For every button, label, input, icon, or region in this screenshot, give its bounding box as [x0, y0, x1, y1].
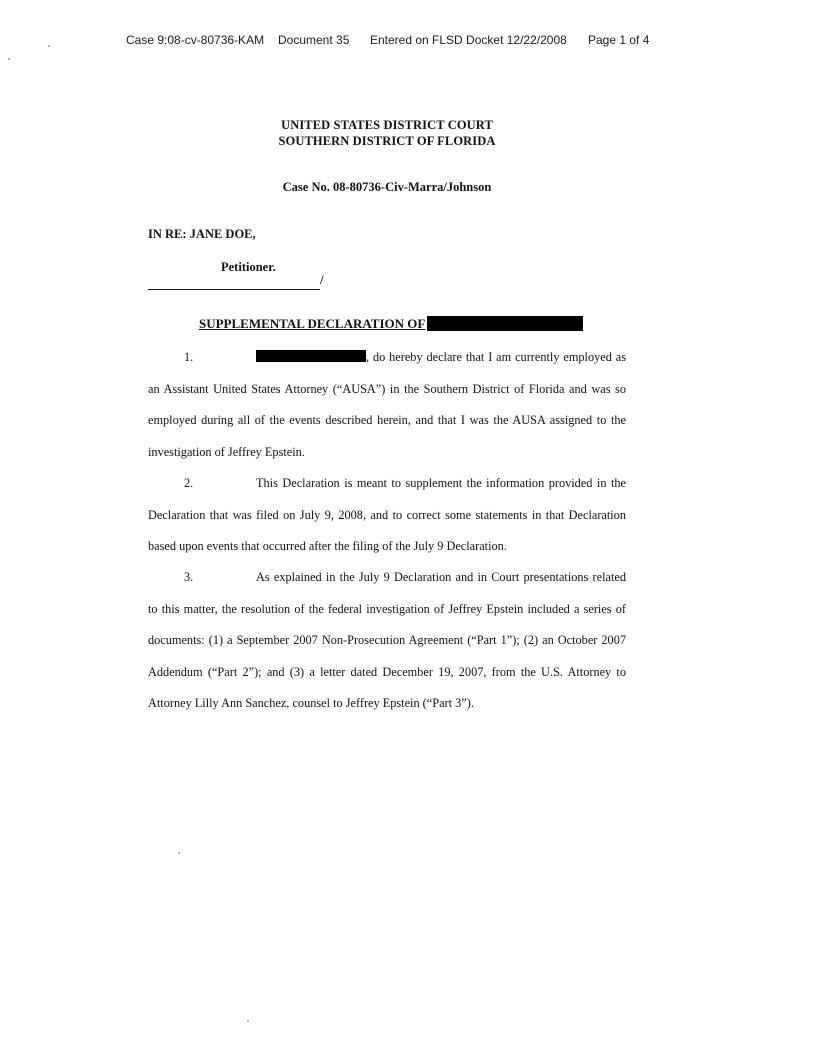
scan-speck — [247, 1020, 249, 1022]
caption-rule — [148, 289, 320, 290]
redaction-block — [256, 350, 366, 362]
paragraph-3 — [148, 562, 626, 720]
paragraph-number: 1. — [184, 350, 194, 364]
header-page-number: Page 1 of 4 — [588, 33, 650, 47]
declaration-title — [199, 316, 583, 332]
paragraph-1 — [148, 342, 626, 468]
court-name-line: UNITED STATES DISTRICT COURT — [281, 118, 493, 132]
caption-in-re: IN RE: JANE DOE, — [148, 227, 256, 241]
scan-speck — [178, 852, 180, 854]
header-document-number: Document 35 — [278, 33, 350, 47]
paragraph-number: 2. — [184, 476, 194, 490]
declaration-title-text: SUPPLEMENTAL DECLARATION OF — [199, 316, 426, 331]
header-case-number: Case 9:08-cv-80736-KAM — [126, 33, 265, 47]
paragraph-text: This Declaration is meant to supplement the information provided in the Declaration that was filed on July 9, 2008, and to correct some statements in that Declaration based upon events that occurred after the filing of the July 9 Declaration. — [148, 476, 626, 553]
caption-petitioner: Petitioner. — [221, 260, 276, 274]
redaction-block — [427, 316, 583, 331]
court-district-line: SOUTHERN DISTRICT OF FLORIDA — [278, 134, 496, 148]
paragraph-2 — [148, 468, 626, 563]
scan-speck — [48, 45, 50, 47]
scan-speck — [8, 58, 10, 60]
court-name-block — [0, 117, 774, 149]
case-number: Case No. 08-80736-Civ-Marra/Johnson — [282, 180, 492, 194]
docket-header-stamp — [126, 33, 686, 47]
paragraph-text: , do hereby declare that I am currently employed as an Assistant United States Attorney (“AUSA”) in the Southern District of Florida and was so employed during all of the events described herein, and that I was the AUSA assigned to the investigation of Jeffrey Epstein. — [148, 350, 626, 459]
header-entered-date: Entered on FLSD Docket 12/22/2008 — [370, 33, 567, 47]
caption-slash: / — [320, 272, 324, 287]
paragraph-text: As explained in the July 9 Declaration and in Court presentations related to this matter, the resolution of the federal investigation of Jeffrey Epstein included a series of documents: (1) a September 2007 Non-Prosecution Agreement (“Part 1”); (2) an October 2007 Addendum (“Part 2”); and (3) a letter dated December 19, 2007, from the U.S. Attorney to Attorney Lilly Ann Sanchez, counsel to Jeffrey Epstein (“Part 3”). — [148, 570, 626, 710]
paragraph-number: 3. — [184, 570, 194, 584]
